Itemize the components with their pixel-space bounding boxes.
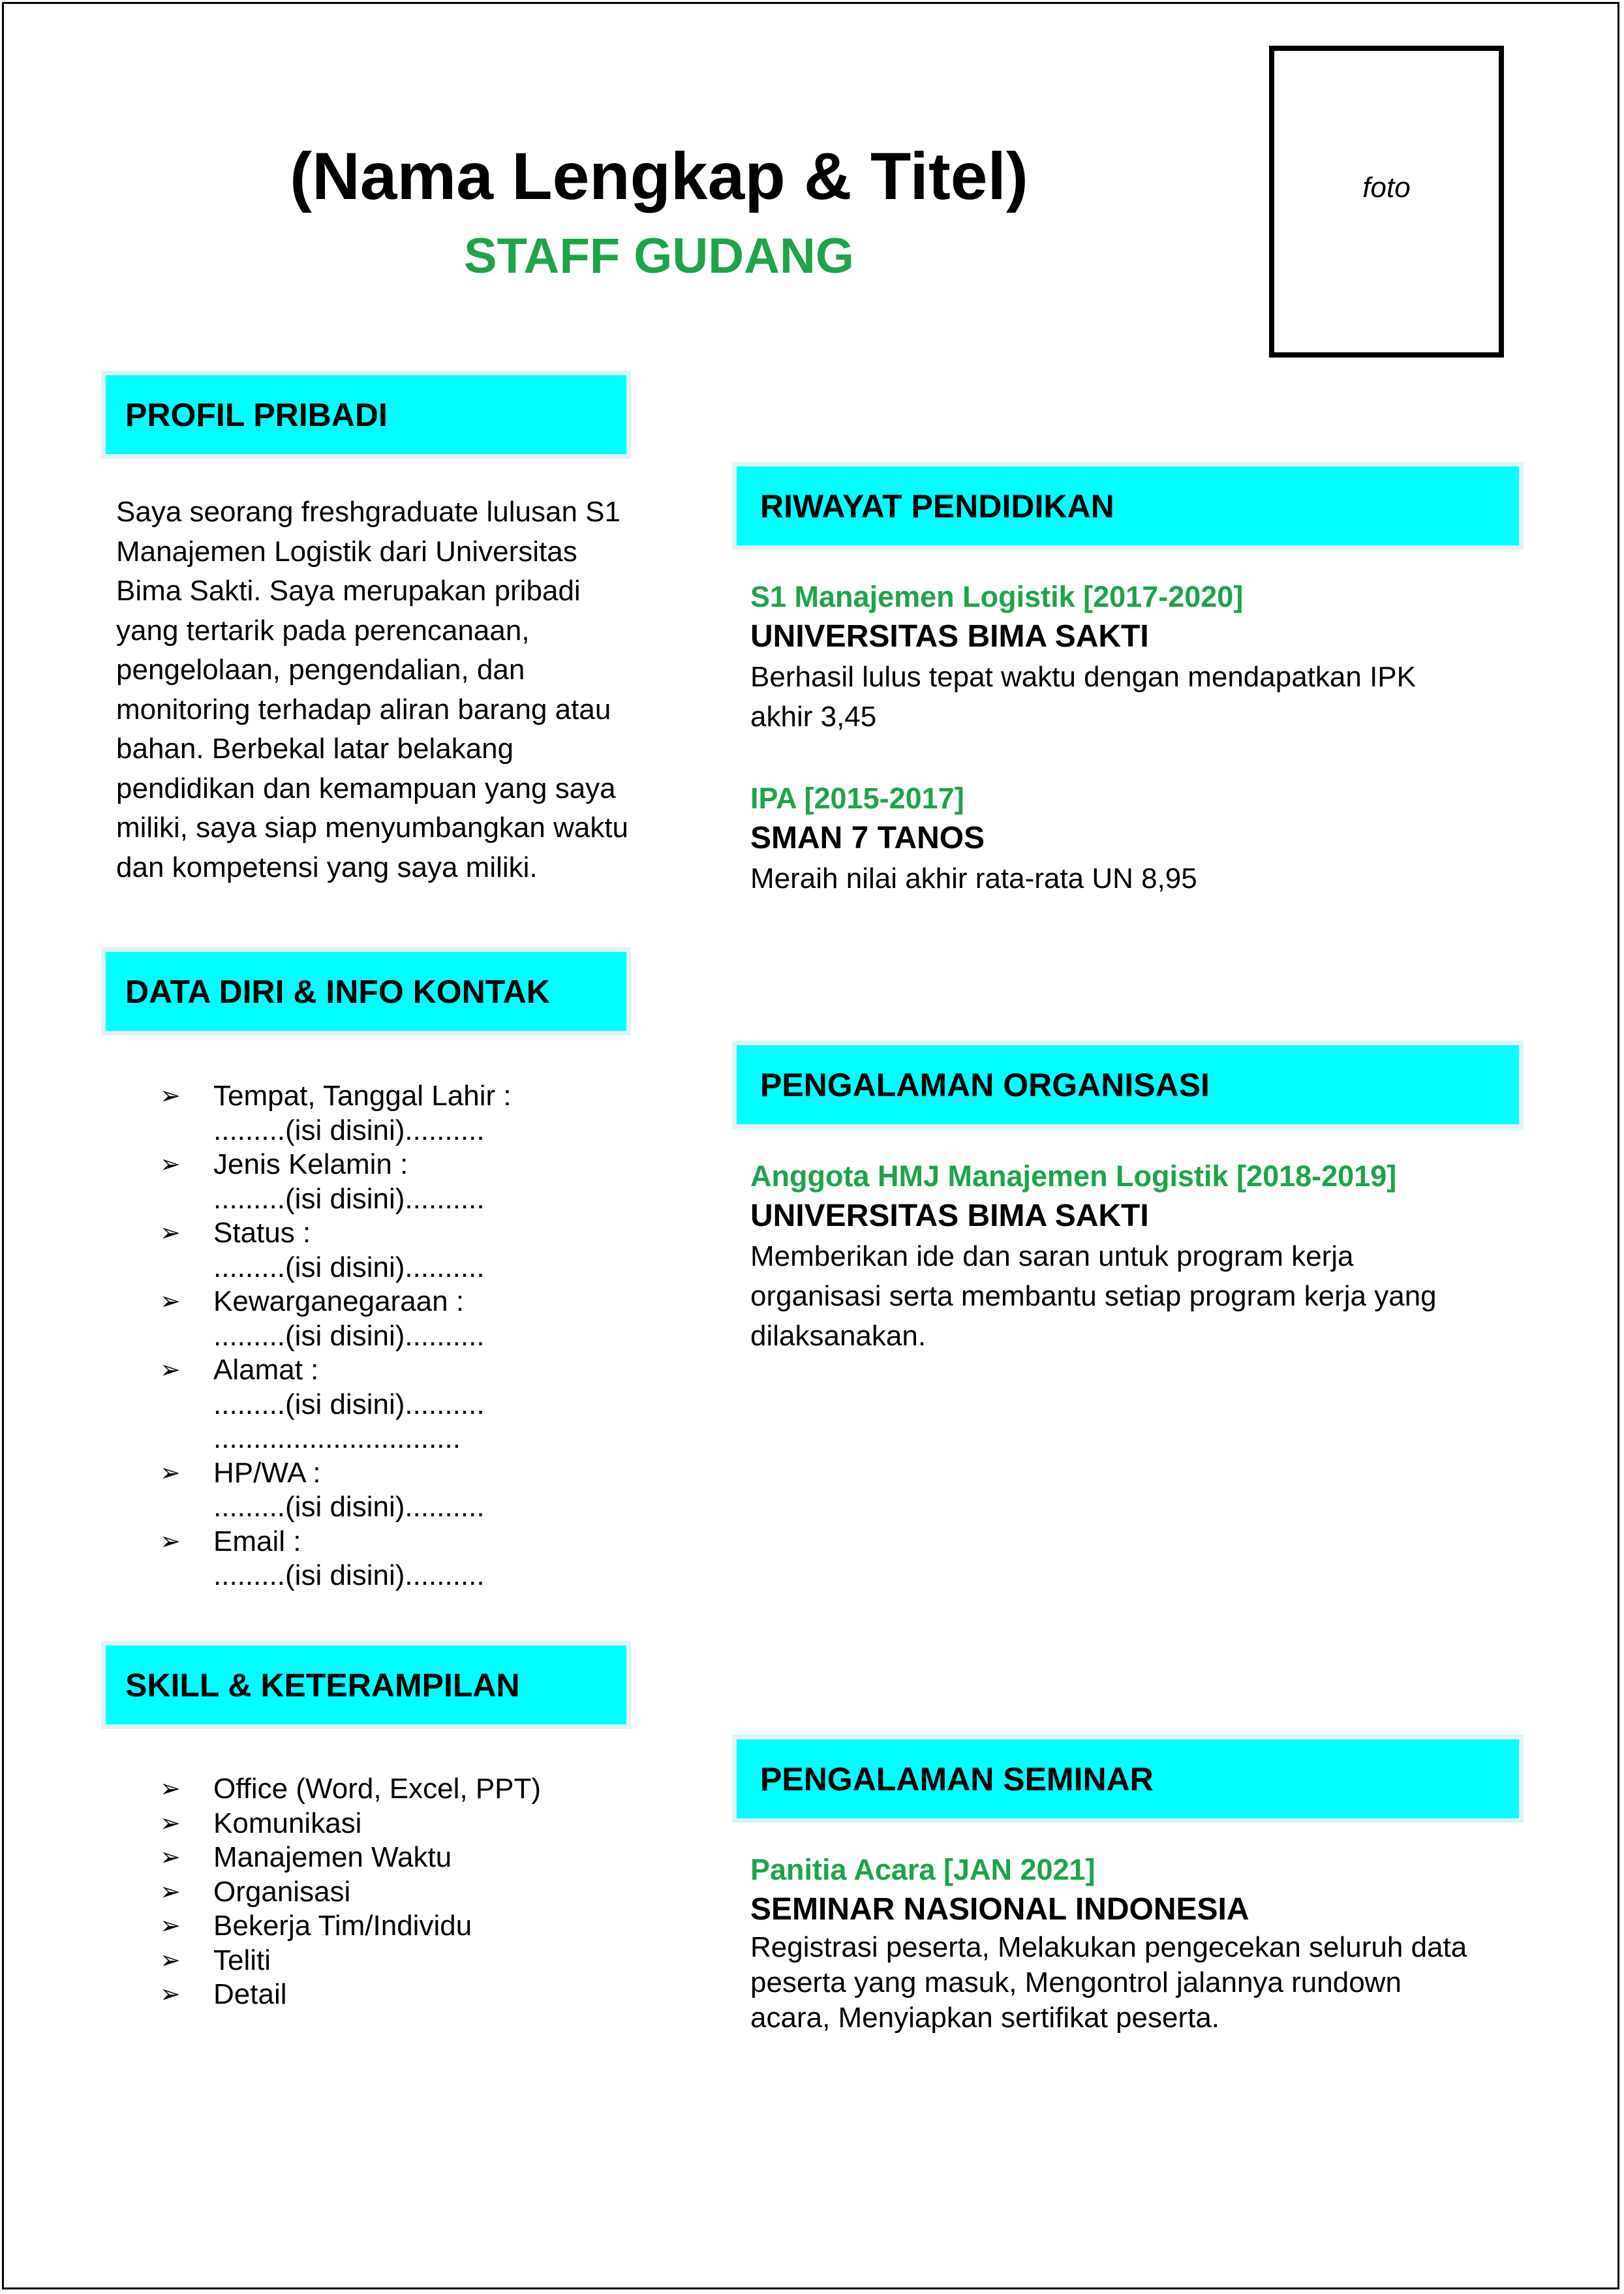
entry-organization: SEMINAR NASIONAL INDONESIA [750, 1892, 1249, 1927]
entry-description-line: peserta yang masuk, Mengontrol jalannya rundown [750, 1966, 1402, 1998]
arrowhead-bullet-icon: ➢ [160, 1151, 181, 1178]
arrowhead-bullet-icon: ➢ [160, 1809, 181, 1837]
field-value: .........(isi disini).......... [213, 1251, 485, 1283]
field-value: .........(isi disini).......... [213, 1182, 485, 1215]
skills-section-header: SKILL & KETERAMPILAN [101, 1641, 631, 1729]
photo-label: foto [1362, 172, 1411, 204]
job-title: STAFF GUDANG [463, 228, 855, 284]
entry-heading: Anggota HMJ Manajemen Logistik [2018-2019] [750, 1159, 1397, 1193]
arrowhead-bullet-icon: ➢ [160, 1775, 181, 1803]
personal-data-section-header: DATA DIRI & INFO KONTAK [101, 947, 631, 1035]
entry-description-line: Meraih nilai akhir rata-rata UN 8,95 [750, 863, 1197, 895]
list-item [160, 1079, 682, 1148]
profile-section-header: PROFIL PRIBADI [101, 371, 631, 459]
field-value: .........(isi disini).......... [213, 1559, 485, 1591]
entry-description-line: dilaksanakan. [750, 1320, 927, 1352]
entry-organization: UNIVERSITAS BIMA SAKTI [750, 619, 1149, 654]
skill-label: Bekerja Tim/Individu [213, 1910, 472, 1942]
arrowhead-bullet-icon: ➢ [160, 1912, 181, 1940]
field-value: .........(isi disini).......... [213, 1319, 485, 1352]
arrowhead-bullet-icon: ➢ [160, 1527, 181, 1555]
list-item [160, 1456, 682, 1525]
entry-organization: SMAN 7 TANOS [750, 821, 985, 855]
list-item [160, 1909, 682, 1944]
skill-label: Manajemen Waktu [213, 1841, 452, 1873]
education-entry [750, 779, 1514, 898]
arrowhead-bullet-icon: ➢ [160, 1082, 181, 1110]
list-item [160, 1525, 682, 1593]
arrowhead-bullet-icon: ➢ [160, 1878, 181, 1906]
arrowhead-bullet-icon: ➢ [160, 1844, 181, 1871]
profile-line: bahan. Berbekal latar belakang [116, 733, 514, 765]
entry-heading: Panitia Acara [JAN 2021] [750, 1853, 1095, 1886]
field-label: Alamat : [213, 1354, 319, 1386]
entry-description-line: organisasi serta membantu setiap program kerja yang [750, 1280, 1437, 1312]
entry-organization: UNIVERSITAS BIMA SAKTI [750, 1199, 1149, 1233]
personal-data-list [160, 1079, 682, 1593]
field-value-extra: ............................... [213, 1422, 461, 1454]
organization-section-header: PENGALAMAN ORGANISASI [732, 1041, 1524, 1129]
profile-paragraph [116, 493, 658, 887]
list-item [160, 1807, 682, 1841]
organization-entry [750, 1157, 1514, 1356]
list-item [160, 1353, 682, 1456]
field-label: HP/WA : [213, 1456, 321, 1489]
profile-line: dan kompetensi yang saya miliki. [116, 851, 538, 883]
arrowhead-bullet-icon: ➢ [160, 1356, 181, 1384]
photo-placeholder [1269, 46, 1504, 358]
arrowhead-bullet-icon: ➢ [160, 1288, 181, 1315]
arrowhead-bullet-icon: ➢ [160, 1946, 181, 1974]
seminar-entry [750, 1850, 1514, 2036]
profile-line: pendidikan dan kemampuan yang saya [116, 772, 616, 804]
profile-line: miliki, saya siap menyumbangkan waktu [116, 812, 629, 844]
skills-list [160, 1772, 682, 2012]
arrowhead-bullet-icon: ➢ [160, 1459, 181, 1487]
list-item [160, 1978, 682, 2012]
list-item [160, 1944, 682, 1978]
profile-line: Saya seorang freshgraduate lulusan S1 [116, 496, 620, 528]
field-label: Kewarganegaraan : [213, 1285, 465, 1317]
profile-line: yang tertarik pada perencanaan, [116, 614, 530, 647]
list-item [160, 1875, 682, 1910]
list-item [160, 1841, 682, 1875]
education-section-header: RIWAYAT PENDIDIKAN [732, 462, 1524, 550]
field-label: Email : [213, 1525, 301, 1557]
list-item [160, 1216, 682, 1285]
entry-description-line: akhir 3,45 [750, 701, 877, 733]
skill-label: Teliti [213, 1944, 271, 1976]
entry-heading: S1 Manajemen Logistik [2017-2020] [750, 580, 1244, 613]
skill-label: Detail [213, 1978, 287, 2010]
field-label: Jenis Kelamin : [213, 1148, 408, 1180]
entry-heading: IPA [2015-2017] [750, 782, 964, 815]
list-item [160, 1772, 682, 1807]
profile-line: Manajemen Logistik dari Universitas [116, 535, 577, 568]
field-label: Tempat, Tanggal Lahir : [213, 1080, 512, 1112]
list-item [160, 1285, 682, 1353]
skill-label: Organisasi [213, 1875, 351, 1908]
field-label: Status : [213, 1217, 311, 1249]
profile-line: Bima Sakti. Saya merupakan pribadi [116, 575, 581, 607]
entry-description-line: Registrasi peserta, Melakukan pengecekan seluruh data [750, 1931, 1467, 1963]
arrowhead-bullet-icon: ➢ [160, 1219, 181, 1247]
field-value: .........(isi disini).......... [213, 1388, 485, 1420]
education-entry [750, 577, 1514, 737]
list-item [160, 1148, 682, 1216]
seminar-section-header: PENGALAMAN SEMINAR [732, 1735, 1524, 1823]
field-value: .........(isi disini).......... [213, 1491, 485, 1523]
entry-description-line: Memberikan ide dan saran untuk program kerja [750, 1240, 1354, 1272]
skill-label: Komunikasi [213, 1807, 362, 1839]
skill-label: Office (Word, Excel, PPT) [213, 1773, 542, 1805]
profile-line: pengelolaan, pengendalian, dan [116, 654, 525, 686]
full-name-title: (Nama Lengkap & Titel) [290, 139, 1028, 213]
entry-description-line: Berhasil lulus tepat waktu dengan mendapatkan IPK [750, 661, 1416, 693]
field-value: .........(isi disini).......... [213, 1114, 485, 1146]
arrowhead-bullet-icon: ➢ [160, 1981, 181, 2008]
profile-line: monitoring terhadap aliran barang atau [116, 693, 611, 726]
entry-description-line: acara, Menyiapkan sertifikat peserta. [750, 2002, 1220, 2034]
